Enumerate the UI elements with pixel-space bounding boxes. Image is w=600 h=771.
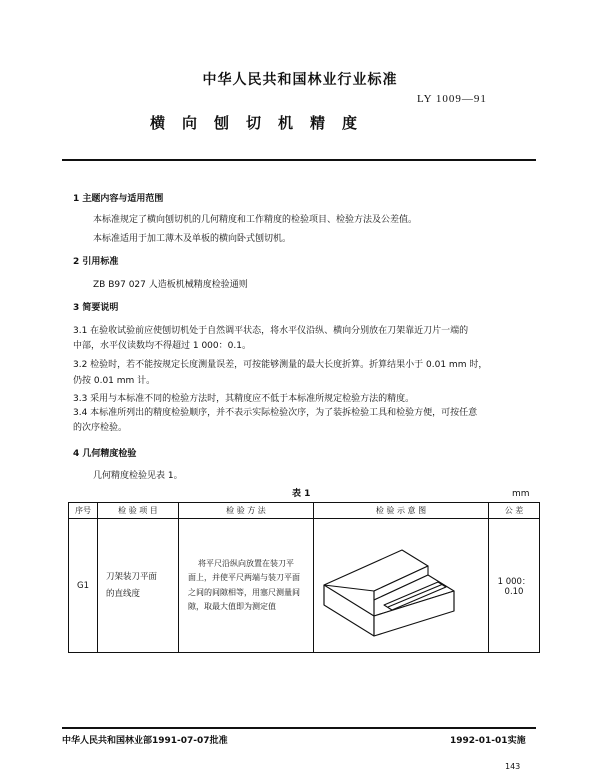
- page-number: 143: [505, 762, 521, 771]
- section-1-heading: 1 主题内容与适用范围: [73, 194, 164, 204]
- header-diagram: 检 验 示 意 图: [314, 503, 489, 519]
- planer-bed-straightedge-diagram: [314, 519, 486, 649]
- row-method-line-3: 之间的间隙相等，用塞尺测量间: [188, 587, 300, 597]
- clause-3-4-line-1: 3.4 本标准所列出的精度检验顺序，并不表示实际检验次序，为了装拆检验工具和检验方便，可按任意: [73, 408, 478, 418]
- table-unit: mm: [512, 489, 530, 499]
- row-item: [98, 519, 179, 653]
- section-3-heading: 3 简要说明: [73, 303, 119, 313]
- clause-3-2-line-1: 3.2 检验时，若不能按规定长度测量误差，可按能够测量的最大长度折算。折算结果小于 0.01 mm 时，: [73, 360, 488, 370]
- row-item-line-1: 刀架装刀平面: [106, 571, 158, 582]
- approval-line: 中华人民共和国林业部1991-07-07批准: [62, 736, 228, 746]
- header-tolerance: 公 差: [489, 503, 540, 519]
- issuing-organization: 中华人民共和国林业行业标准: [202, 72, 398, 88]
- row-diagram: [314, 519, 489, 653]
- row-method-line-4: 隙，取最大值即为测定值: [188, 602, 276, 611]
- inspection-table: [68, 502, 540, 653]
- section-1-paragraph-1: 本标准规定了横向刨切机的几何精度和工作精度的检验项目、检验方法及公差值。: [93, 215, 418, 225]
- clause-3-2-line-2: 仍按 0.01 mm 计。: [73, 376, 156, 386]
- section-4-heading: 4 几何精度检验: [73, 449, 137, 459]
- row-no: G1: [69, 519, 98, 653]
- table-caption: 表 1: [292, 489, 311, 499]
- section-1-paragraph-2: 本标准适用于加工薄木及单板的横向卧式刨切机。: [93, 234, 292, 244]
- clause-3-1-line-1: 3.1 在验收试验前应使刨切机处于自然调平状态，将水平仪沿纵、横向分别放在刀架靠近刀片一端的: [73, 326, 469, 336]
- standard-code: LY 1009—91: [417, 93, 487, 105]
- normative-reference: ZB B97 027 人造板机械精度检验通则: [93, 280, 248, 290]
- header-rule: [62, 159, 536, 161]
- row-item-line-2: 的直线度: [106, 588, 141, 599]
- clause-3-1-line-2: 中部，水平仪读数均不得超过 1 000：0.1。: [73, 341, 251, 351]
- footer-rule: [62, 727, 536, 729]
- clause-3-4-line-2: 的次序检验。: [73, 423, 128, 433]
- clause-3-3: 3.3 采用与本标准不同的检验方法时，其精度应不低于本标准所规定检验方法的精度。: [73, 394, 415, 404]
- implementation-date: 1992-01-01实施: [450, 736, 526, 746]
- header-item: 检 验 项 目: [98, 503, 179, 519]
- section-2-heading: 2 引用标准: [73, 257, 119, 267]
- row-tolerance: 1 000：0.10: [489, 519, 540, 653]
- row-method-line-1: 将平尺沿纵向放置在装刀平: [198, 558, 294, 568]
- row-method-line-2: 面上，并使平尺两端与装刀平面: [188, 573, 300, 582]
- table-row: [69, 519, 540, 653]
- header-no: 序号: [69, 503, 98, 519]
- section-4-intro: 几何精度检验见表 1。: [93, 471, 183, 481]
- document-title: 横向刨切机精度: [150, 114, 375, 132]
- header-method: 检 验 方 法: [179, 503, 314, 519]
- table-header-row: [69, 503, 540, 519]
- row-method: [179, 519, 314, 653]
